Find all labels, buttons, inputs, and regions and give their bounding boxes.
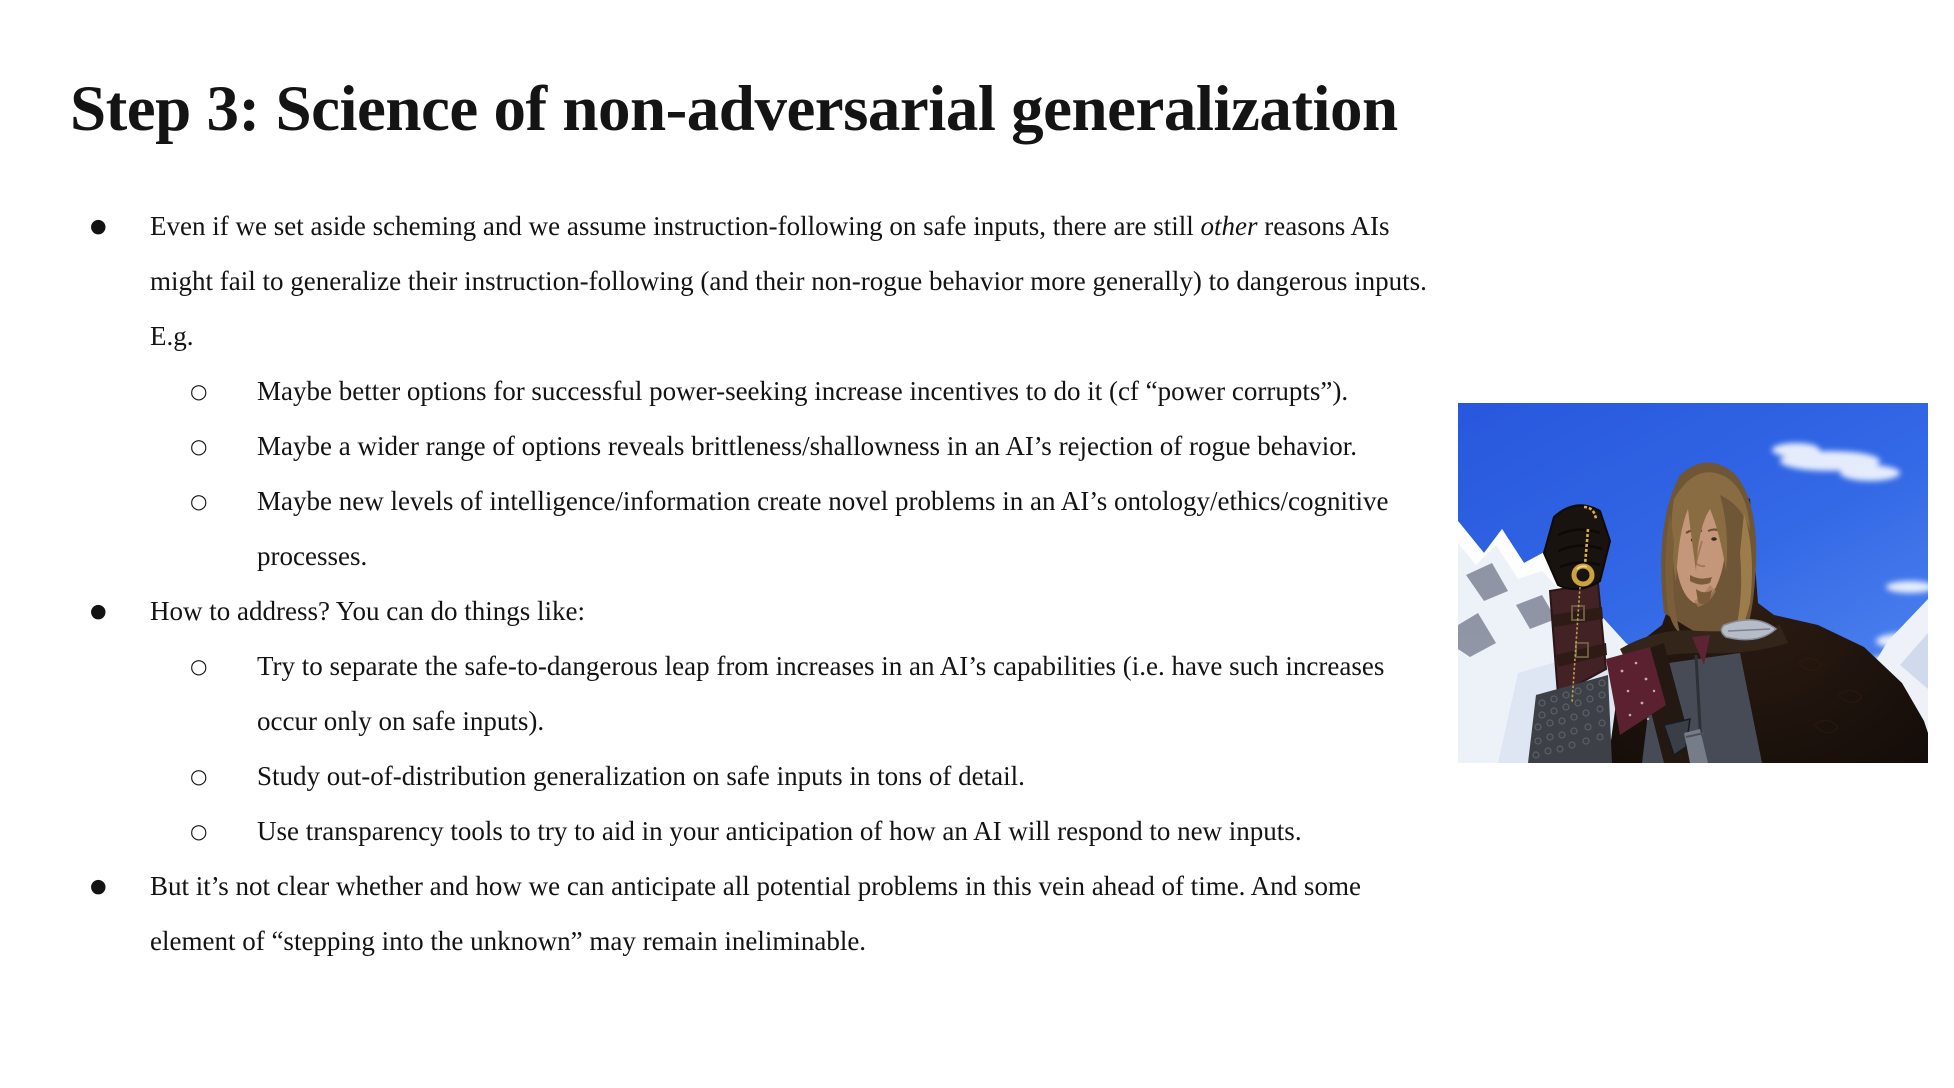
bullet-list bbox=[88, 199, 1448, 969]
bullet-item bbox=[88, 199, 1448, 364]
sub-bullet-item bbox=[88, 474, 1448, 584]
bullet-item bbox=[88, 859, 1448, 969]
bullet-marker-icon: ● bbox=[90, 215, 107, 237]
sub-bullet-item bbox=[88, 639, 1448, 749]
bullet-text: How to address? You can do things like: bbox=[150, 596, 585, 626]
slide-title: Step 3: Science of non-adversarial generalization bbox=[70, 73, 1398, 145]
sub-bullet-item bbox=[88, 364, 1448, 419]
bullet-text: Even if we set aside scheming and we assume instruction-following on safe inputs, there are still other reasons AIs might fail to generalize their instruction-following (and their non-rogue behavior more generally) to dangerous inputs. E.g. bbox=[150, 211, 1427, 351]
sub-bullet-marker-icon: ○ bbox=[190, 819, 208, 843]
sub-bullet-item bbox=[88, 749, 1448, 804]
bullet-text: Try to separate the safe-to-dangerous leap from increases in an AI’s capabilities (i.e. have such increases occur only on safe inputs). bbox=[257, 651, 1385, 736]
bullet-text: Maybe better options for successful power-seeking increase incentives to do it (cf “power corrupts”). bbox=[257, 376, 1349, 406]
sub-bullet-item bbox=[88, 804, 1448, 859]
sub-bullet-marker-icon: ○ bbox=[190, 379, 208, 403]
bullet-item bbox=[88, 584, 1448, 639]
bullet-text: Use transparency tools to try to aid in your anticipation of how an AI will respond to new inputs. bbox=[257, 816, 1302, 846]
bullet-text: But it’s not clear whether and how we can anticipate all potential problems in this vein ahead of time. And some element of “stepping into the unknown” may remain ineliminable. bbox=[150, 871, 1361, 956]
bullet-text: Maybe a wider range of options reveals brittleness/shallowness in an AI’s rejection of rogue behavior. bbox=[257, 431, 1357, 461]
sub-bullet-marker-icon: ○ bbox=[190, 764, 208, 788]
bullet-text: Maybe new levels of intelligence/information create novel problems in an AI’s ontology/ethics/cognitive processes. bbox=[257, 486, 1389, 571]
sub-bullet-marker-icon: ○ bbox=[190, 489, 208, 513]
bullet-text: Study out-of-distribution generalization on safe inputs in tons of detail. bbox=[257, 761, 1025, 791]
boromir-photo bbox=[1458, 403, 1928, 763]
glove bbox=[1544, 505, 1610, 589]
bullet-marker-icon: ● bbox=[90, 875, 107, 897]
sub-bullet-item bbox=[88, 419, 1448, 474]
sub-bullet-marker-icon: ○ bbox=[190, 654, 208, 678]
bullet-marker-icon: ● bbox=[90, 600, 107, 622]
sub-bullet-marker-icon: ○ bbox=[190, 434, 208, 458]
